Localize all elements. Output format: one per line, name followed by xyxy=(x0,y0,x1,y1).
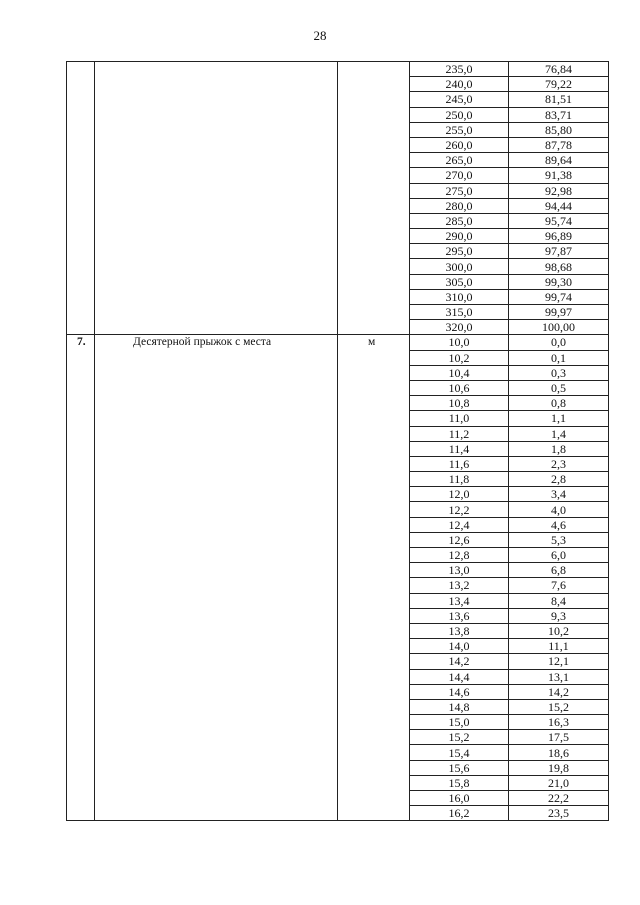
result-cell: 14,0 xyxy=(410,639,509,654)
result-cell: 15,0 xyxy=(410,715,509,730)
result-cell: 11,0 xyxy=(410,411,509,426)
points-cell: 79,22 xyxy=(509,77,609,92)
result-cell: 15,6 xyxy=(410,760,509,775)
result-cell: 12,2 xyxy=(410,502,509,517)
points-cell: 5,3 xyxy=(509,532,609,547)
exercise-number-cell xyxy=(67,62,95,335)
unit-cell xyxy=(338,62,410,335)
result-cell: 13,0 xyxy=(410,563,509,578)
result-cell: 270,0 xyxy=(410,168,509,183)
result-cell: 295,0 xyxy=(410,244,509,259)
points-cell: 18,6 xyxy=(509,745,609,760)
exercise-name: Десятерной прыжок с места xyxy=(95,335,338,821)
result-cell: 15,4 xyxy=(410,745,509,760)
result-cell: 245,0 xyxy=(410,92,509,107)
scoring-table-body xyxy=(67,62,609,821)
points-cell: 99,74 xyxy=(509,289,609,304)
points-cell: 23,5 xyxy=(509,806,609,821)
points-cell: 6,8 xyxy=(509,563,609,578)
result-cell: 260,0 xyxy=(410,137,509,152)
result-cell: 14,4 xyxy=(410,669,509,684)
result-cell: 12,0 xyxy=(410,487,509,502)
result-cell: 240,0 xyxy=(410,77,509,92)
points-cell: 81,51 xyxy=(509,92,609,107)
result-cell: 265,0 xyxy=(410,153,509,168)
result-cell: 15,2 xyxy=(410,730,509,745)
points-cell: 99,30 xyxy=(509,274,609,289)
points-cell: 99,97 xyxy=(509,305,609,320)
points-cell: 9,3 xyxy=(509,608,609,623)
points-cell: 21,0 xyxy=(509,775,609,790)
result-cell: 13,4 xyxy=(410,593,509,608)
points-cell: 100,00 xyxy=(509,320,609,335)
result-cell: 11,4 xyxy=(410,441,509,456)
result-cell: 285,0 xyxy=(410,213,509,228)
points-cell: 2,3 xyxy=(509,456,609,471)
result-cell: 15,8 xyxy=(410,775,509,790)
points-cell: 85,80 xyxy=(509,122,609,137)
points-cell: 97,87 xyxy=(509,244,609,259)
page-number: 28 xyxy=(313,28,327,43)
points-cell: 96,89 xyxy=(509,229,609,244)
points-cell: 0,5 xyxy=(509,380,609,395)
points-cell: 4,6 xyxy=(509,517,609,532)
result-cell: 16,2 xyxy=(410,806,509,821)
result-cell: 10,6 xyxy=(410,380,509,395)
exercise-name-cell xyxy=(95,62,338,335)
result-cell: 280,0 xyxy=(410,198,509,213)
points-cell: 94,44 xyxy=(509,198,609,213)
points-cell: 15,2 xyxy=(509,699,609,714)
points-cell: 19,8 xyxy=(509,760,609,775)
result-cell: 13,8 xyxy=(410,623,509,638)
result-cell: 290,0 xyxy=(410,229,509,244)
points-cell: 1,8 xyxy=(509,441,609,456)
points-cell: 91,38 xyxy=(509,168,609,183)
points-cell: 83,71 xyxy=(509,107,609,122)
scoring-table xyxy=(66,61,609,821)
points-cell: 6,0 xyxy=(509,548,609,563)
points-cell: 1,1 xyxy=(509,411,609,426)
result-cell: 235,0 xyxy=(410,62,509,77)
points-cell: 12,1 xyxy=(509,654,609,669)
result-cell: 10,8 xyxy=(410,396,509,411)
points-cell: 0,1 xyxy=(509,350,609,365)
points-cell: 11,1 xyxy=(509,639,609,654)
result-cell: 11,8 xyxy=(410,472,509,487)
result-cell: 12,8 xyxy=(410,548,509,563)
result-cell: 13,6 xyxy=(410,608,509,623)
exercise-number: 7. xyxy=(67,335,95,821)
result-cell: 315,0 xyxy=(410,305,509,320)
points-cell: 87,78 xyxy=(509,137,609,152)
result-cell: 14,2 xyxy=(410,654,509,669)
result-cell: 11,2 xyxy=(410,426,509,441)
points-cell: 8,4 xyxy=(509,593,609,608)
points-cell: 13,1 xyxy=(509,669,609,684)
table-row xyxy=(67,62,609,77)
result-cell: 10,2 xyxy=(410,350,509,365)
points-cell: 76,84 xyxy=(509,62,609,77)
points-cell: 2,8 xyxy=(509,472,609,487)
points-cell: 89,64 xyxy=(509,153,609,168)
result-cell: 13,2 xyxy=(410,578,509,593)
result-cell: 300,0 xyxy=(410,259,509,274)
points-cell: 0,3 xyxy=(509,365,609,380)
points-cell: 3,4 xyxy=(509,487,609,502)
points-cell: 98,68 xyxy=(509,259,609,274)
result-cell: 255,0 xyxy=(410,122,509,137)
points-cell: 92,98 xyxy=(509,183,609,198)
result-cell: 310,0 xyxy=(410,289,509,304)
result-cell: 320,0 xyxy=(410,320,509,335)
points-cell: 17,5 xyxy=(509,730,609,745)
result-cell: 16,0 xyxy=(410,791,509,806)
points-cell: 14,2 xyxy=(509,684,609,699)
points-cell: 7,6 xyxy=(509,578,609,593)
points-cell: 22,2 xyxy=(509,791,609,806)
points-cell: 0,0 xyxy=(509,335,609,350)
points-cell: 1,4 xyxy=(509,426,609,441)
result-cell: 305,0 xyxy=(410,274,509,289)
result-cell: 12,6 xyxy=(410,532,509,547)
exercise-unit: м xyxy=(338,335,410,821)
result-cell: 14,6 xyxy=(410,684,509,699)
result-cell: 250,0 xyxy=(410,107,509,122)
result-cell: 275,0 xyxy=(410,183,509,198)
points-cell: 10,2 xyxy=(509,623,609,638)
result-cell: 11,6 xyxy=(410,456,509,471)
result-cell: 12,4 xyxy=(410,517,509,532)
table-row xyxy=(67,335,609,350)
result-cell: 10,0 xyxy=(410,335,509,350)
result-cell: 14,8 xyxy=(410,699,509,714)
points-cell: 16,3 xyxy=(509,715,609,730)
points-cell: 95,74 xyxy=(509,213,609,228)
result-cell: 10,4 xyxy=(410,365,509,380)
points-cell: 4,0 xyxy=(509,502,609,517)
points-cell: 0,8 xyxy=(509,396,609,411)
